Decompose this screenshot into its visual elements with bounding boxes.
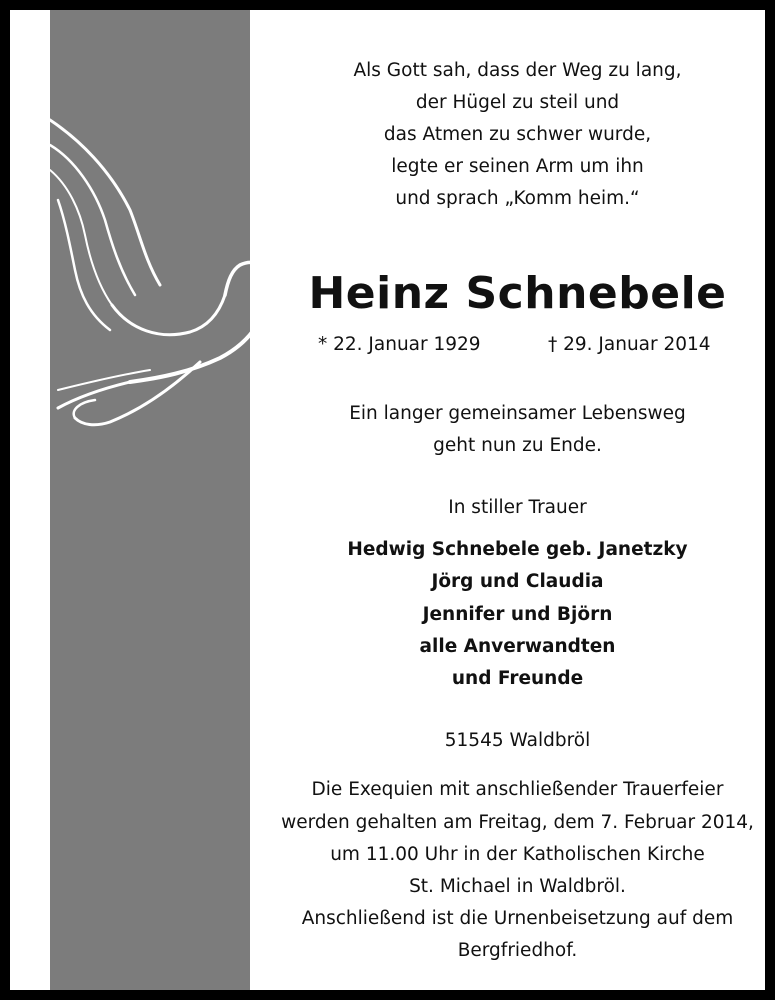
mourner-name: und Freunde xyxy=(451,668,584,689)
dove-icon xyxy=(50,100,290,440)
location: 51545 Waldbröl xyxy=(444,730,591,751)
poem-line: das Atmen zu schwer wurde, xyxy=(383,124,652,145)
deceased-name: Heinz Schnebele xyxy=(308,268,727,319)
poem-line: legte er seinen Arm um ihn xyxy=(391,156,644,177)
funeral-info-line: werden gehalten am Freitag, dem 7. Februar 2014, xyxy=(281,812,754,833)
funeral-info-line: Bergfriedhof. xyxy=(457,940,578,961)
funeral-info-line: Anschließend ist die Urnenbeisetzung auf dem xyxy=(301,908,734,929)
birth-date: * 22. Januar 1929 xyxy=(318,334,481,355)
mourner-name: alle Anverwandten xyxy=(419,636,616,657)
mourner-name: Hedwig Schnebele geb. Janetzky xyxy=(347,539,688,560)
funeral-info-line: Die Exequien mit anschließender Trauerfeier xyxy=(311,779,724,800)
mourner-name: Jörg und Claudia xyxy=(431,571,604,592)
funeral-info-line: St. Michael in Waldbröl. xyxy=(409,876,626,897)
side-band xyxy=(50,10,250,990)
poem-line: Als Gott sah, dass der Weg zu lang, xyxy=(353,60,682,81)
mourner-name: Jennifer und Björn xyxy=(422,604,613,625)
mourning-intro: In stiller Trauer xyxy=(448,497,587,518)
funeral-info-line: um 11.00 Uhr in der Katholischen Kirche xyxy=(330,844,705,865)
obituary-content xyxy=(260,10,775,990)
poem-line: der Hügel zu steil und xyxy=(415,92,620,113)
death-date: † 29. Januar 2014 xyxy=(548,334,711,355)
message-line: geht nun zu Ende. xyxy=(433,435,602,456)
poem-line: und sprach „Komm heim.“ xyxy=(395,188,640,209)
message-line: Ein langer gemeinsamer Lebensweg xyxy=(349,403,686,424)
